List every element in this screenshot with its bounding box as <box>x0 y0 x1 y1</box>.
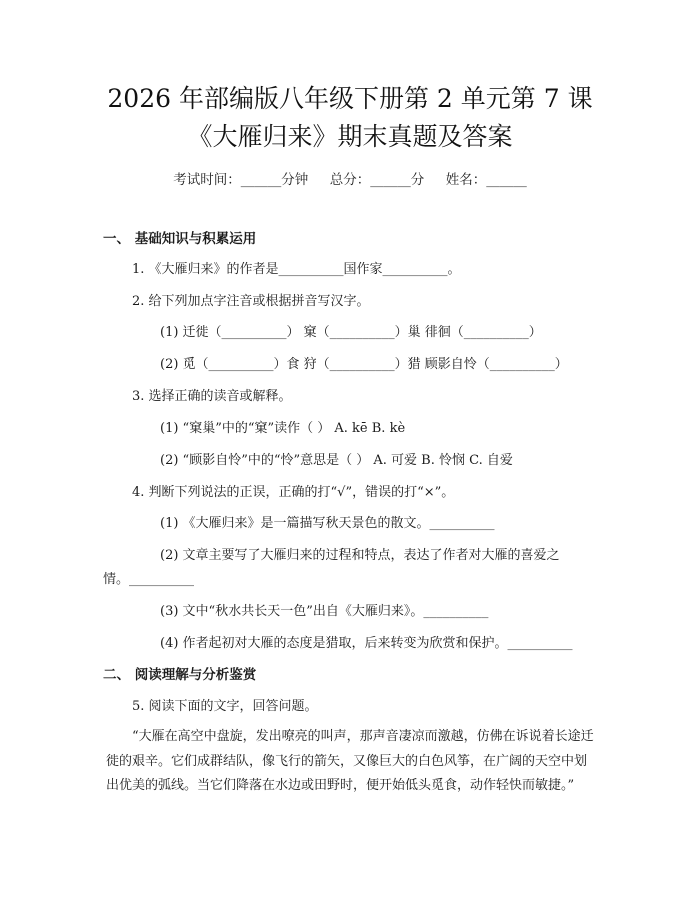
question-4-item-2-line-b: 情。__________ <box>103 572 195 587</box>
question-2-item-1: (1) 迁徙（__________） 窠（__________）巢 徘徊（__________） <box>160 325 542 340</box>
section-heading-reading: 二、 阅读理解与分析鉴赏 <box>103 667 257 683</box>
question-3: 3. 选择正确的读音或解释。 <box>132 389 292 404</box>
question-4-item-2-line-a: (2) 文章主要写了大雁归来的过程和特点，表达了作者对大雁的喜爱之 <box>160 548 560 563</box>
page-title-line2: 《大雁归来》期末真题及答案 <box>187 122 513 151</box>
question-3-item-2: (2) “顾影自怜”中的“怜”意思是（ ） A. 可爱 B. 怜悯 C. 自爱 <box>160 453 513 468</box>
question-1: 1. 《大雁归来》的作者是__________国作家__________。 <box>132 262 461 277</box>
question-2: 2. 给下列加点字注音或根据拼音写汉字。 <box>132 294 370 309</box>
question-5: 5. 阅读下面的文字，回答问题。 <box>132 699 318 714</box>
page-title-line1: 2026 年部编版八年级下册第 2 单元第 7 课 <box>107 84 593 113</box>
question-3-item-1: (1) “窠巢”中的“窠”读作（ ） A. kē B. kè <box>160 421 406 436</box>
question-4-item-1: (1) 《大雁归来》是一篇描写秋天景色的散文。__________ <box>160 516 495 531</box>
section-heading-basic-knowledge: 一、 基础知识与积累运用 <box>103 231 257 247</box>
question-4-item-4: (4) 作者起初对大雁的态度是猎取，后来转变为欣赏和保护。__________ <box>160 636 573 651</box>
reading-passage: “大雁在高空中盘旋，发出嘹亮的叫声，那声音凄凉而激越，仿佛在诉说着长途迁徙的艰辛。它们成群结队，像飞行的箭矢，又像巨大的白色风筝，在广阔的天空中划出优美的弧线。当它们降落在水边或田野时，便开始低头觅食，动作轻快而敏捷。” <box>106 729 594 793</box>
question-4: 4. 判断下列说法的正误，正确的打“√”，错误的打“×”。 <box>132 485 455 500</box>
exam-meta-info: 考试时间：______分钟 总分：______分 姓名：______ <box>173 172 527 188</box>
question-2-item-2: (2) 觅（__________）食 狩（__________）猎 顾影自怜（__________） <box>160 357 568 372</box>
question-4-item-3: (3) 文中“秋水共长天一色”出自《大雁归来》。__________ <box>160 604 489 619</box>
